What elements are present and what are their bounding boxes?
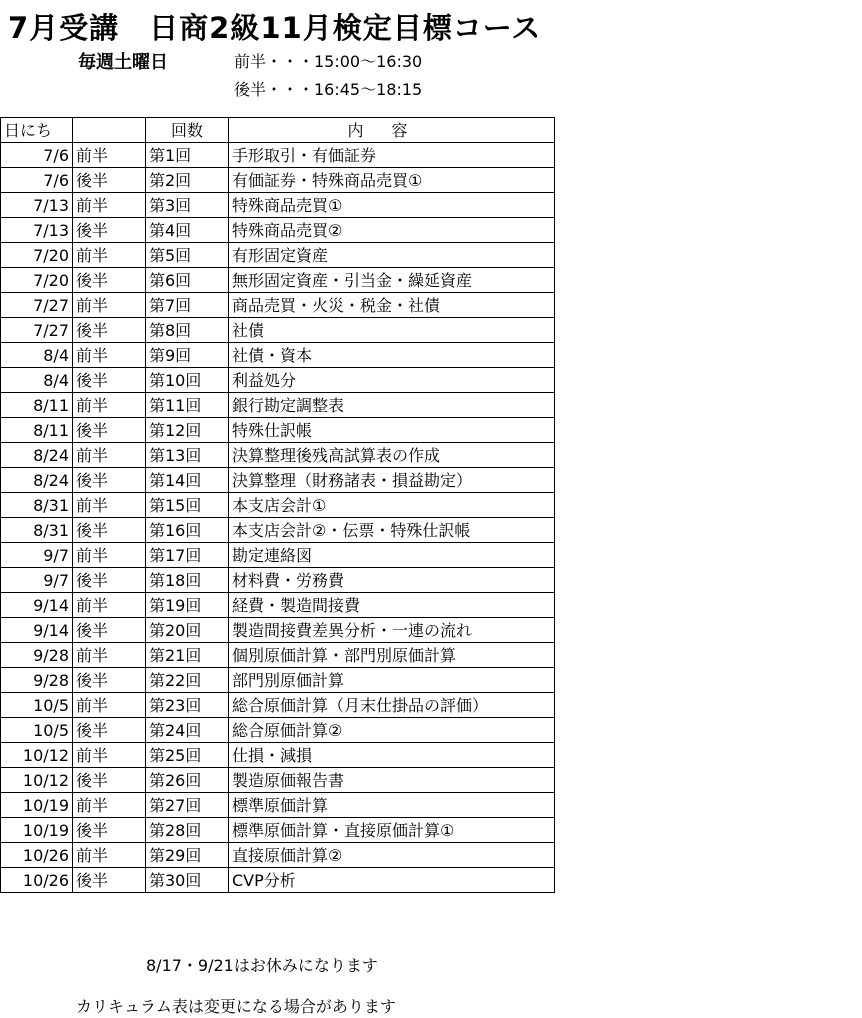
cell-half: 後半 — [73, 268, 146, 293]
table-row — [1, 418, 555, 443]
cell-date: 10/19 — [1, 793, 73, 818]
cell-number: 第17回 — [146, 543, 229, 568]
cell-half: 前半 — [73, 543, 146, 568]
cell-half: 前半 — [73, 743, 146, 768]
cell-content: 個別原価計算・部門別原価計算 — [229, 643, 555, 668]
cell-number: 第8回 — [146, 318, 229, 343]
cell-half: 後半 — [73, 768, 146, 793]
cell-date: 10/5 — [1, 718, 73, 743]
cell-content: 経費・製造間接費 — [229, 593, 555, 618]
cell-content: 無形固定資産・引当金・繰延資産 — [229, 268, 555, 293]
cell-half: 後半 — [73, 718, 146, 743]
cell-number: 第9回 — [146, 343, 229, 368]
cell-date: 9/7 — [1, 543, 73, 568]
cell-number: 第7回 — [146, 293, 229, 318]
cell-content: CVP分析 — [229, 868, 555, 893]
table-row — [1, 743, 555, 768]
table-row — [1, 668, 555, 693]
cell-number: 第30回 — [146, 868, 229, 893]
cell-half: 前半 — [73, 343, 146, 368]
table-row — [1, 568, 555, 593]
cell-content: 商品売買・火災・税金・社債 — [229, 293, 555, 318]
cell-content: 製造原価報告書 — [229, 768, 555, 793]
cell-content: 有価証券・特殊商品売買① — [229, 168, 555, 193]
table-row — [1, 218, 555, 243]
cell-half: 前半 — [73, 593, 146, 618]
table-row — [1, 768, 555, 793]
table-row — [1, 643, 555, 668]
page-title: 7月受講 日商2級11月検定目標コース — [8, 11, 542, 45]
table-row — [1, 843, 555, 868]
cell-number: 第27回 — [146, 793, 229, 818]
table-row — [1, 143, 555, 168]
schedule-body — [1, 143, 555, 893]
cell-number: 第10回 — [146, 368, 229, 393]
table-row — [1, 468, 555, 493]
cell-date: 10/12 — [1, 768, 73, 793]
cell-number: 第26回 — [146, 768, 229, 793]
cell-number: 第15回 — [146, 493, 229, 518]
second-half-time: 後半・・・16:45〜18:15 — [234, 80, 423, 99]
cell-date: 8/24 — [1, 443, 73, 468]
cell-date: 8/11 — [1, 393, 73, 418]
cell-content: 手形取引・有価証券 — [229, 143, 555, 168]
cell-number: 第6回 — [146, 268, 229, 293]
cell-date: 7/13 — [1, 193, 73, 218]
cell-number: 第20回 — [146, 618, 229, 643]
cell-content: 社債 — [229, 318, 555, 343]
cell-content: 特殊仕訳帳 — [229, 418, 555, 443]
cell-content: 決算整理後残高試算表の作成 — [229, 443, 555, 468]
cell-date: 7/6 — [1, 168, 73, 193]
header-content: 内容 — [229, 118, 555, 143]
cell-content: 部門別原価計算 — [229, 668, 555, 693]
table-row — [1, 593, 555, 618]
cell-content: 勘定連絡図 — [229, 543, 555, 568]
cell-date: 7/13 — [1, 218, 73, 243]
cell-content: 本支店会計① — [229, 493, 555, 518]
cell-content: 銀行勘定調整表 — [229, 393, 555, 418]
table-row — [1, 243, 555, 268]
cell-content: 標準原価計算 — [229, 793, 555, 818]
cell-number: 第5回 — [146, 243, 229, 268]
table-row — [1, 393, 555, 418]
schedule-day: 毎週土曜日 — [78, 52, 168, 73]
table-row — [1, 168, 555, 193]
cell-half: 後半 — [73, 568, 146, 593]
table-row — [1, 543, 555, 568]
schedule-table — [0, 117, 555, 893]
cell-half: 後半 — [73, 818, 146, 843]
cell-date: 8/11 — [1, 418, 73, 443]
cell-number: 第22回 — [146, 668, 229, 693]
cell-date: 10/19 — [1, 818, 73, 843]
table-row — [1, 368, 555, 393]
table-row — [1, 618, 555, 643]
cell-content: 製造間接費差異分析・一連の流れ — [229, 618, 555, 643]
cell-number: 第28回 — [146, 818, 229, 843]
cell-half: 後半 — [73, 618, 146, 643]
cell-number: 第13回 — [146, 443, 229, 468]
cell-half: 後半 — [73, 168, 146, 193]
cell-date: 8/31 — [1, 518, 73, 543]
cell-content: 仕損・減損 — [229, 743, 555, 768]
header-half — [73, 118, 146, 143]
change-notice: カリキュラム表は変更になる場合があります — [76, 997, 396, 1016]
cell-half: 後半 — [73, 418, 146, 443]
cell-number: 第2回 — [146, 168, 229, 193]
cell-number: 第4回 — [146, 218, 229, 243]
cell-half: 前半 — [73, 293, 146, 318]
cell-content: 社債・資本 — [229, 343, 555, 368]
cell-date: 10/12 — [1, 743, 73, 768]
cell-number: 第18回 — [146, 568, 229, 593]
cell-date: 9/14 — [1, 618, 73, 643]
table-row — [1, 518, 555, 543]
cell-number: 第21回 — [146, 643, 229, 668]
cell-content: 総合原価計算② — [229, 718, 555, 743]
cell-content: 特殊商品売買② — [229, 218, 555, 243]
cell-content: 有形固定資産 — [229, 243, 555, 268]
cell-half: 前半 — [73, 493, 146, 518]
cell-date: 7/20 — [1, 268, 73, 293]
cell-half: 前半 — [73, 643, 146, 668]
cell-date: 7/6 — [1, 143, 73, 168]
cell-content: 利益処分 — [229, 368, 555, 393]
first-half-time: 前半・・・15:00〜16:30 — [234, 52, 423, 71]
holiday-note: 8/17・9/21はお休みになります — [146, 956, 378, 975]
table-row — [1, 793, 555, 818]
cell-date: 8/24 — [1, 468, 73, 493]
cell-half: 後半 — [73, 468, 146, 493]
cell-number: 第29回 — [146, 843, 229, 868]
table-row — [1, 268, 555, 293]
table-row — [1, 318, 555, 343]
table-row — [1, 193, 555, 218]
header-date: 日にち — [1, 118, 73, 143]
cell-number: 第16回 — [146, 518, 229, 543]
cell-date: 10/26 — [1, 868, 73, 893]
cell-date: 8/4 — [1, 343, 73, 368]
cell-content: 本支店会計②・伝票・特殊仕訳帳 — [229, 518, 555, 543]
table-row — [1, 493, 555, 518]
table-row — [1, 718, 555, 743]
cell-half: 前半 — [73, 793, 146, 818]
cell-half: 前半 — [73, 193, 146, 218]
cell-number: 第23回 — [146, 693, 229, 718]
cell-half: 後半 — [73, 868, 146, 893]
cell-date: 7/20 — [1, 243, 73, 268]
cell-content: 決算整理（財務諸表・損益勘定） — [229, 468, 555, 493]
cell-half: 前半 — [73, 143, 146, 168]
cell-half: 前半 — [73, 443, 146, 468]
cell-content: 特殊商品売買① — [229, 193, 555, 218]
cell-number: 第19回 — [146, 593, 229, 618]
cell-content: 標準原価計算・直接原価計算① — [229, 818, 555, 843]
cell-half: 後半 — [73, 368, 146, 393]
cell-content: 直接原価計算② — [229, 843, 555, 868]
cell-date: 7/27 — [1, 293, 73, 318]
cell-date: 10/5 — [1, 693, 73, 718]
table-row — [1, 818, 555, 843]
cell-half: 後半 — [73, 318, 146, 343]
cell-half: 前半 — [73, 843, 146, 868]
cell-number: 第1回 — [146, 143, 229, 168]
table-row — [1, 343, 555, 368]
cell-number: 第11回 — [146, 393, 229, 418]
cell-date: 9/14 — [1, 593, 73, 618]
table-header-row — [1, 118, 555, 143]
table-row — [1, 868, 555, 893]
cell-content: 総合原価計算（月末仕掛品の評価） — [229, 693, 555, 718]
cell-half: 後半 — [73, 218, 146, 243]
table-row — [1, 293, 555, 318]
cell-number: 第24回 — [146, 718, 229, 743]
cell-date: 7/27 — [1, 318, 73, 343]
cell-half: 前半 — [73, 693, 146, 718]
cell-date: 8/31 — [1, 493, 73, 518]
cell-half: 後半 — [73, 668, 146, 693]
cell-date: 8/4 — [1, 368, 73, 393]
cell-date: 9/28 — [1, 668, 73, 693]
cell-number: 第25回 — [146, 743, 229, 768]
cell-number: 第3回 — [146, 193, 229, 218]
cell-half: 前半 — [73, 243, 146, 268]
cell-date: 10/26 — [1, 843, 73, 868]
table-row — [1, 443, 555, 468]
header-number: 回数 — [146, 118, 229, 143]
cell-half: 後半 — [73, 518, 146, 543]
cell-date: 9/7 — [1, 568, 73, 593]
cell-number: 第12回 — [146, 418, 229, 443]
cell-date: 9/28 — [1, 643, 73, 668]
cell-number: 第14回 — [146, 468, 229, 493]
cell-content: 材料費・労務費 — [229, 568, 555, 593]
table-row — [1, 693, 555, 718]
cell-half: 前半 — [73, 393, 146, 418]
